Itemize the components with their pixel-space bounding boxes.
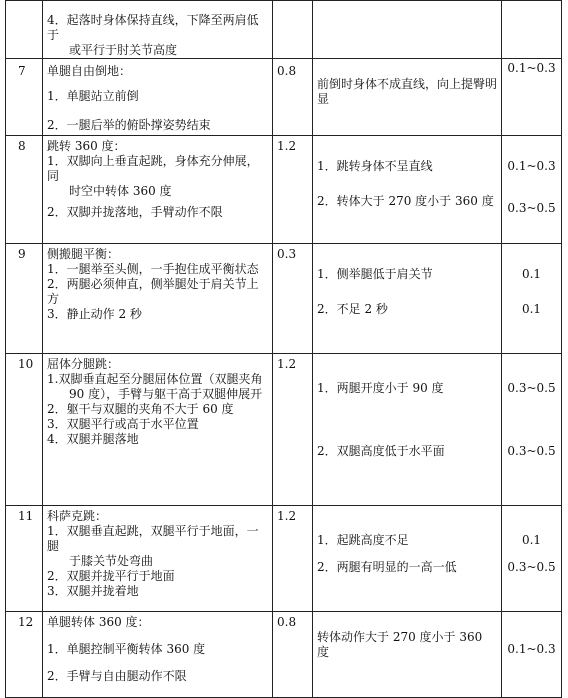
faults-cell [313, 506, 502, 612]
requirement-line: 3．双腿平行或高于水平位置 [47, 417, 199, 431]
item-number-cell: 9 [6, 244, 43, 354]
requirements-cell [43, 354, 273, 506]
requirement-line: 2．双腿并拢平行于地面 [47, 569, 175, 583]
deduction-cell [502, 59, 562, 136]
requirement-line: 1.双脚垂直起至分腿屈体位置（双腿夹角 [47, 372, 263, 386]
fault-line: 1．起跳高度不足 [317, 533, 409, 547]
item-number-cell: 12 [6, 612, 43, 698]
fault-line: 2．转体大于 270 度小于 360 度 [317, 194, 494, 208]
item-title: 侧搬腿平衡： [47, 247, 120, 261]
fault-line: 1．侧举腿低于肩关节 [317, 267, 433, 281]
deduction-value: 0.3~0.5 [507, 381, 556, 395]
requirement-line: 4．起落时身体保持直线，下降至两肩低于 [47, 13, 259, 42]
table-row [6, 612, 562, 698]
score-cell [273, 1, 313, 59]
requirement-line: 1．双腿垂直起跳，双腿平行于地面，一腿 [47, 524, 259, 553]
requirement-line: 90 度），手臂与躯干高于双腿伸展开 [69, 387, 263, 401]
fault-line: 2．不足 2 秒 [317, 302, 388, 316]
faults-cell [313, 136, 502, 244]
faults-cell [313, 1, 502, 59]
requirement-line: 2．两腿必须伸直，侧举腿处于肩关节上方 [47, 277, 259, 306]
deduction-value: 0.1 [521, 533, 542, 547]
deduction-value: 0.1~0.3 [507, 61, 556, 75]
table-row [6, 1, 562, 59]
requirements-cell [43, 1, 273, 59]
item-number-cell: 7 [6, 59, 43, 136]
score-cell: 0.3 [273, 244, 313, 354]
score-cell: 0.8 [273, 612, 313, 698]
deduction-cell [502, 506, 562, 612]
faults-cell [313, 354, 502, 506]
score-cell: 0.8 [273, 59, 313, 136]
requirement-line: 2．双脚并拢落地，手臂动作不限 [47, 205, 223, 219]
fault-line: 2．两腿有明显的一高一低 [317, 560, 457, 574]
requirement-line: 2．一腿后举的俯卧撑姿势结束 [47, 118, 211, 132]
score-cell: 1.2 [273, 506, 313, 612]
score-cell: 1.2 [273, 136, 313, 244]
requirement-line: 3．静止动作 2 秒 [47, 307, 142, 321]
item-number-cell: 8 [6, 136, 43, 244]
faults-cell [313, 244, 502, 354]
deduction-value: 0.1~0.3 [507, 159, 556, 173]
table-row [6, 354, 562, 506]
deduction-cell [502, 354, 562, 506]
fault-line: 2．双腿高度低于水平面 [317, 444, 445, 458]
item-number-cell: 10 [6, 354, 43, 506]
requirement-line: 于膝关节处弯曲 [69, 554, 154, 568]
item-title: 屈体分腿跳： [47, 357, 120, 371]
requirement-line: 或平行于肘关节高度 [69, 43, 178, 57]
requirement-line: 4．双腿并腿落地 [47, 432, 139, 446]
requirement-line: 1．单腿控制平衡转体 360 度 [47, 642, 206, 656]
deduction-value: 0.1 [521, 267, 542, 281]
item-number-cell [6, 1, 43, 59]
requirement-line: 2．躯干与双腿的夹角不大于 60 度 [47, 402, 234, 416]
deduction-value: 0.1~0.3 [507, 642, 556, 656]
requirements-cell [43, 506, 273, 612]
table-row [6, 136, 562, 244]
deduction-cell [502, 136, 562, 244]
deduction-value: 0.3~0.5 [507, 444, 556, 458]
requirement-line: 2．手臂与自由腿动作不限 [47, 669, 187, 683]
requirements-cell [43, 244, 273, 354]
requirements-cell [43, 136, 273, 244]
item-title: 科萨克跳： [47, 509, 108, 523]
fault-line: 1．跳转身体不呈直线 [317, 159, 433, 173]
item-title: 跳转 360 度： [47, 139, 126, 153]
requirement-line: 3．双腿并拢着地 [47, 584, 139, 598]
item-title: 单腿自由倒地： [47, 64, 132, 78]
item-title: 单腿转体 360 度： [47, 615, 150, 629]
scoring-table [5, 0, 562, 698]
table-row [6, 244, 562, 354]
deduction-cell [502, 244, 562, 354]
deduction-cell [502, 1, 562, 59]
table-row [6, 59, 562, 136]
table-row [6, 506, 562, 612]
deduction-value: 0.1 [521, 302, 542, 316]
requirement-line: 时空中转体 360 度 [69, 184, 172, 198]
requirement-line: 1．双脚向上垂直起跳，身体充分伸展，同 [47, 154, 259, 183]
faults-cell [313, 612, 502, 698]
requirements-cell [43, 612, 273, 698]
score-cell: 1.2 [273, 354, 313, 506]
fault-line: 1．两腿开度小于 90 度 [317, 381, 444, 395]
deduction-value: 0.3~0.5 [507, 201, 556, 215]
item-number-cell: 11 [6, 506, 43, 612]
requirement-line: 1．一腿举至头侧，一手抱住成平衡状态 [47, 262, 259, 276]
deduction-cell [502, 612, 562, 698]
faults-cell [313, 59, 502, 136]
deduction-value: 0.3~0.5 [507, 560, 556, 574]
requirement-line: 1．单腿站立前倒 [47, 89, 139, 103]
fault-line: 转体动作大于 270 度小于 360 度 [317, 630, 483, 659]
requirements-cell [43, 59, 273, 136]
fault-line: 前倒时身体不成直线，向上提臀明显 [317, 77, 498, 106]
